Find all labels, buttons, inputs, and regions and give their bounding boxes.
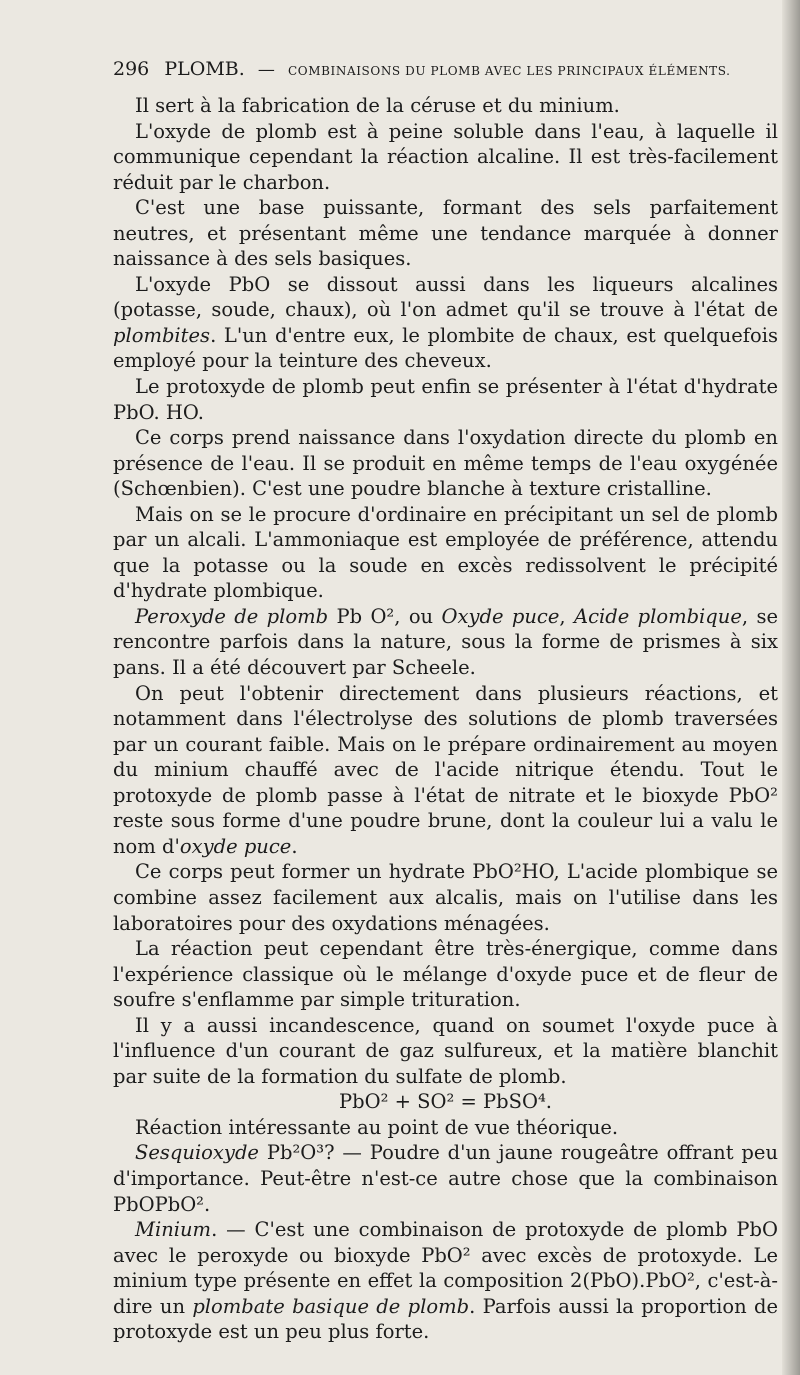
text-run: . L'un d'entre eux, le plombite de chaux, est quelquefois employé pour la teinture des cheveux.: [113, 323, 778, 373]
italic-term: oxyde puce: [179, 834, 292, 858]
paragraph: Réaction intéressante au point de vue théorique.: [135, 1115, 619, 1139]
paragraph: Ce corps peut former un hydrate PbO²HO, L'acide plombique se combine assez facilement aux alcalis, mais on l'utilise dans les laboratoires pour des oxydations ménagées.: [113, 860, 778, 935]
paragraph: [113, 1140, 778, 1217]
page-number: 296: [113, 58, 150, 80]
paragraph: Il sert à la fabrication de la céruse et du minium.: [135, 94, 620, 117]
italic-term: plombites: [113, 323, 211, 347]
paragraph: La réaction peut cependant être très-énergique, comme dans l'expérience classique où le mélange d'oxyde puce et de fleur de soufre s'enflamme par simple trituration.: [113, 937, 778, 1012]
italic-term: Sesquioxyde: [135, 1141, 259, 1165]
text-run: ,: [559, 604, 574, 628]
header-dash: —: [257, 60, 275, 80]
section-name: PLOMB.: [164, 58, 245, 80]
page-body: [113, 93, 778, 1345]
italic-term: Acide plombique: [573, 604, 742, 628]
running-header: [113, 58, 763, 80]
text-run: L'oxyde PbO se dissout aussi dans les liqueurs alcalines (potasse, soude, chaux), où l'on admet qu'il se trouve à l'état de: [113, 272, 778, 322]
paragraph: L'oxyde de plomb est à peine soluble dans l'eau, à laquelle il communique cependant la réaction alcaline. Il est très-facilement réduit par le charbon.: [113, 119, 778, 194]
paragraph: [113, 681, 778, 860]
text-run: , se rencontre parfois dans la nature, sous la forme de prismes à six pans. Il a été découvert par Scheele.: [113, 604, 778, 680]
chemical-equation: PbO² + SO² = PbSO⁴.: [338, 1090, 552, 1114]
text-run: . Parfois aussi la proportion de protoxyde est un peu plus forte.: [113, 1294, 778, 1344]
page-spine-shadow: [782, 0, 800, 1375]
text-run: . — C'est une combinaison de protoxyde de plomb PbO avec le peroxyde ou bioxyde PbO² avec excès de protoxyde. Le minium type présente en effet la composition 2(PbO).PbO², c'est-à-dire un: [113, 1218, 778, 1318]
italic-term: plombate basique de plomb: [192, 1294, 470, 1318]
paragraph: [113, 1217, 778, 1345]
paragraph: Il y a aussi incandescence, quand on soumet l'oxyde puce à l'influence d'un courant de gaz sulfureux, et la matière blanchit par suite de la formation du sulfate de plomb.: [113, 1013, 778, 1088]
text-run: Pb O², ou: [328, 604, 442, 628]
italic-term: Minium: [135, 1218, 212, 1242]
paragraph: Le protoxyde de plomb peut enfin se présenter à l'état d'hydrate PbO. HO.: [113, 375, 778, 424]
italic-term: Oxyde puce: [441, 604, 560, 628]
paragraph: Mais on se le procure d'ordinaire en précipitant un sel de plomb par un alcali. L'ammoniaque est employée de préférence, attendu que la potasse ou la soude en excès redissolvent le précipité d'hydrate plombique.: [113, 502, 778, 603]
paragraph: [113, 604, 778, 681]
text-run: On peut l'obtenir directement dans plusieurs réactions, et notamment dans l'électrolyse des solutions de plomb traversées par un courant faible. Mais on le prépare ordinairement au moyen du minium chauffé avec de l'acide nitrique étendu. Tout le protoxyde de plomb passe à l'état de nitrate et le bioxyde PbO² reste sous forme d'une poudre brune, dont la couleur lui a valu le nom d': [113, 681, 778, 858]
paragraph: [113, 272, 778, 374]
text-run: .: [291, 834, 298, 858]
paragraph: Ce corps prend naissance dans l'oxydation directe du plomb en présence de l'eau. Il se produit en même temps de l'eau oxygénée (Schœnbien). C'est une poudre blanche à texture cristalline.: [113, 426, 778, 501]
header-title: COMBINAISONS DU PLOMB AVEC LES PRINCIPAUX ÉLÉMENTS.: [287, 64, 731, 78]
paragraph: C'est une base puissante, formant des sels parfaitement neutres, et présentant même une tendance marquée à donner naissance à des sels basiques.: [113, 196, 778, 271]
italic-term: Peroxyde de plomb: [135, 604, 329, 628]
text-run: Pb²O³? — Poudre d'un jaune rougeâtre offrant peu d'importance. Peut-être n'est-ce autre chose que la combinaison PbOPbO².: [113, 1141, 778, 1216]
